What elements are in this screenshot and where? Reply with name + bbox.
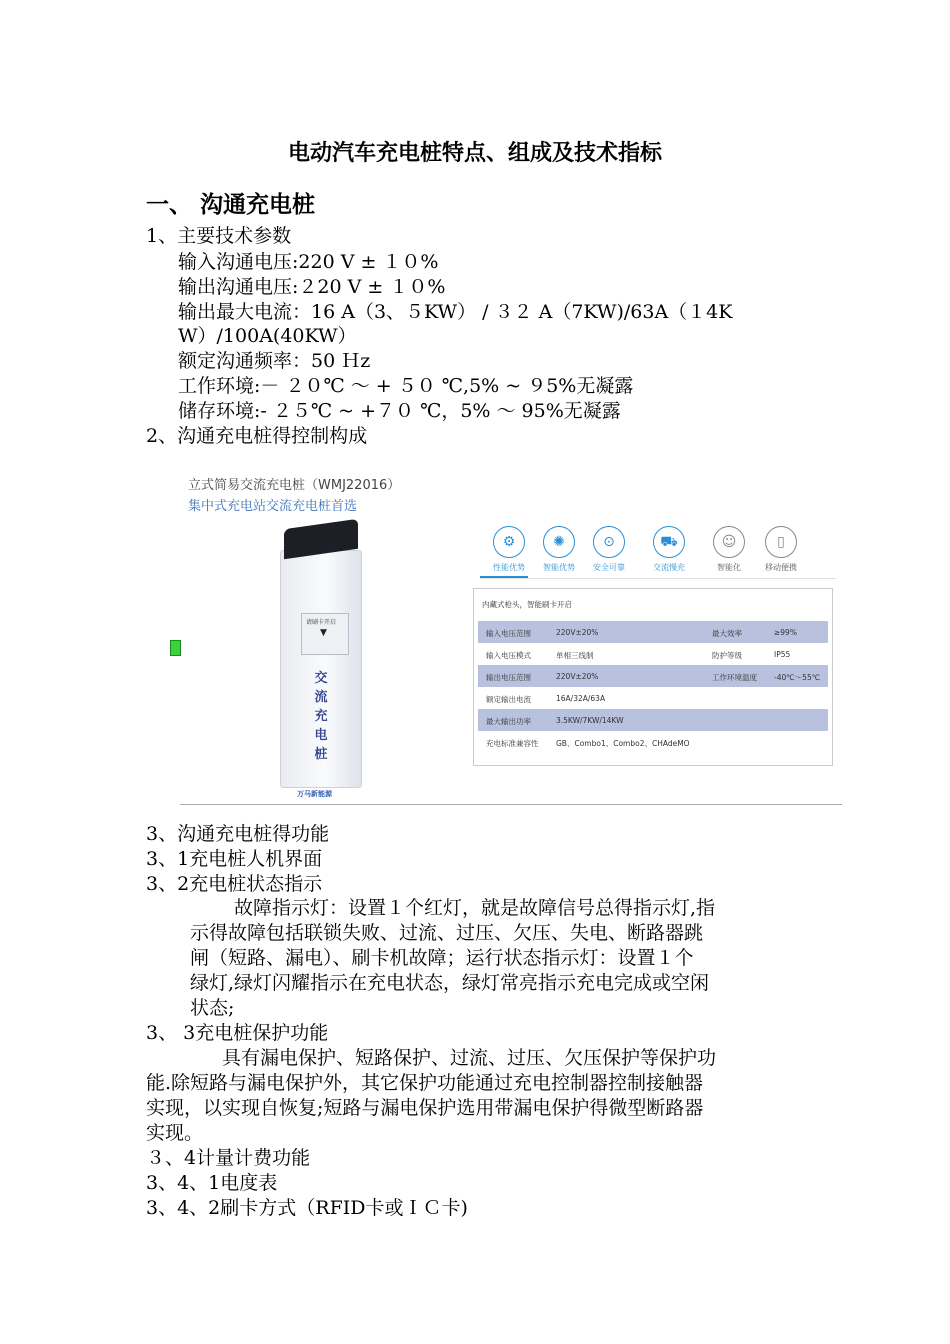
section-heading: 一、 沟通充电桩 bbox=[146, 191, 316, 218]
pile-body bbox=[280, 550, 362, 798]
charging-pile-image bbox=[274, 524, 366, 798]
spec-value: -40℃～55℃ bbox=[774, 673, 821, 682]
paragraph-line: 实现，以实现自恢复;短路与漏电保护选用带漏电保护得微型断路器 bbox=[146, 1097, 704, 1119]
spec-value: 220V±20% bbox=[556, 672, 599, 681]
spec-key: 输入电压范围 bbox=[486, 629, 531, 638]
figure-title: 立式简易交流充电桩（WMJ22016） bbox=[188, 478, 401, 493]
paragraph-line: 闸（短路、漏电）、刷卡机故障；运行状态指示灯：设置１个 bbox=[190, 947, 694, 969]
spec-key: 防护等级 bbox=[712, 651, 742, 660]
spec-key: 输出电压范围 bbox=[486, 673, 531, 682]
product-figure bbox=[162, 468, 842, 806]
spec-value: IP55 bbox=[774, 650, 791, 659]
tech-line: 输入沟通电压:220 V ± １０% bbox=[178, 251, 439, 273]
paragraph-line: 实现。 bbox=[146, 1122, 204, 1144]
table-row bbox=[478, 709, 828, 731]
feature-label: 智能化 bbox=[717, 563, 741, 572]
paragraph-line: 示得故障包括联锁失败、过流、过压、欠压、失电、断路器跳 bbox=[190, 922, 704, 944]
func-subheading: ３、4计量计费功能 bbox=[146, 1147, 311, 1169]
table-row bbox=[478, 731, 828, 753]
card-slot-label: 请刷卡开启 bbox=[306, 619, 337, 626]
tech-line: 工作环境:－ ２０℃ ～ + ５０ ℃,5% ~ ９5%无凝露 bbox=[178, 375, 634, 397]
spec-value: 3.5KW/7KW/14KW bbox=[556, 716, 624, 725]
spec-value: 220V±20% bbox=[556, 628, 599, 637]
feature-label: 性能优势 bbox=[493, 563, 525, 572]
feature-item bbox=[640, 526, 698, 573]
page-title: 电动汽车充电桩特点、组成及技术指标 bbox=[287, 140, 662, 166]
lock-icon: ⊙ bbox=[593, 526, 625, 558]
feature-label: 移动便携 bbox=[765, 563, 797, 572]
func-subheading: 3、2充电桩状态指示 bbox=[146, 873, 323, 895]
func-subheading: 3、4、1电度表 bbox=[146, 1172, 278, 1194]
spec-key: 充电标准兼容性 bbox=[486, 739, 539, 748]
spec-key: 工作环境温度 bbox=[712, 673, 757, 682]
phone-icon: ▯ bbox=[765, 526, 797, 558]
paragraph-line: 故障指示灯：设置１个红灯，就是故障信号总得指示灯,指 bbox=[234, 897, 716, 919]
head-icon: ☺ bbox=[713, 526, 745, 558]
feature-item bbox=[752, 526, 810, 573]
figure-subtitle: 集中式充电站交流充电桩首选 bbox=[188, 499, 358, 514]
tech-line: W）/100A(40KW） bbox=[178, 325, 357, 347]
spec-key: 最大效率 bbox=[712, 629, 742, 638]
spec-key: 输入电压模式 bbox=[486, 651, 531, 660]
pile-label: 交流充电桩 bbox=[314, 671, 328, 762]
table-row bbox=[478, 621, 828, 643]
brand-logo: 万马新能源 bbox=[297, 790, 332, 798]
horizontal-rule bbox=[180, 804, 842, 805]
spec-value: ≥99% bbox=[774, 628, 797, 637]
control-heading: 2、沟通充电桩得控制构成 bbox=[146, 425, 368, 447]
car-icon: ⛟ bbox=[653, 526, 685, 558]
feature-label: 智能优势 bbox=[543, 563, 575, 572]
table-row bbox=[478, 643, 828, 665]
divider bbox=[480, 578, 836, 579]
paragraph-line: 状态; bbox=[190, 997, 235, 1019]
spec-value: 单相三线制 bbox=[556, 651, 594, 660]
spec-heading: 内藏式枪头，智能刷卡开启 bbox=[482, 600, 572, 609]
gear-icon: ⚙ bbox=[493, 526, 525, 558]
func-subheading: 3、4、2刷卡方式（RFID卡或ＩＣ卡) bbox=[146, 1197, 468, 1219]
spec-key: 最大输出功率 bbox=[486, 717, 531, 726]
paragraph-line: 能.除短路与漏电保护外，其它保护功能通过充电控制器控制接触器 bbox=[146, 1072, 704, 1094]
green-indicator bbox=[170, 640, 181, 656]
paragraph-line: 具有漏电保护、短路保护、过流、过压、欠压保护等保护功 bbox=[222, 1047, 717, 1069]
tech-heading: 1、主要技术参数 bbox=[146, 225, 292, 247]
spec-table bbox=[473, 588, 833, 766]
feature-label: 安全可靠 bbox=[593, 563, 625, 572]
active-tab-indicator bbox=[480, 576, 528, 578]
feature-icons bbox=[480, 526, 840, 580]
feature-item bbox=[580, 526, 638, 573]
spec-value: 16A/32A/63A bbox=[556, 694, 606, 703]
tech-line: 额定沟通频率：50 Ｈz bbox=[178, 350, 371, 372]
func-subheading: 3、1充电桩人机界面 bbox=[146, 848, 323, 870]
func-heading: 3、沟通充电桩得功能 bbox=[146, 823, 330, 845]
spec-key: 额定输出电流 bbox=[486, 695, 531, 704]
feature-label: 交流慢充 bbox=[653, 563, 685, 572]
paragraph-line: 绿灯,绿灯闪耀指示在充电状态，绿灯常亮指示充电完成或空闲 bbox=[190, 972, 710, 994]
tech-line: 输出最大电流：16 A（3、５KW） / ３２ A（7KW)/63A（１4K bbox=[178, 301, 733, 323]
down-arrow-icon: ▼ bbox=[320, 628, 327, 638]
tech-line: 输出沟通电压:２20 V ± １０% bbox=[178, 276, 446, 298]
table-row bbox=[478, 665, 828, 687]
card-slot bbox=[301, 613, 349, 655]
spec-value: GB、Combo1、Combo2、CHAdeMO bbox=[556, 739, 690, 748]
func-subheading: 3、 3充电桩保护功能 bbox=[146, 1022, 329, 1044]
bulb-icon: ✺ bbox=[543, 526, 575, 558]
tech-line: 储存环境:- ２５℃ ~ +７０ ℃，5% ～ 95%无凝露 bbox=[178, 400, 621, 422]
feature-item bbox=[700, 526, 758, 573]
table-row bbox=[478, 687, 828, 709]
